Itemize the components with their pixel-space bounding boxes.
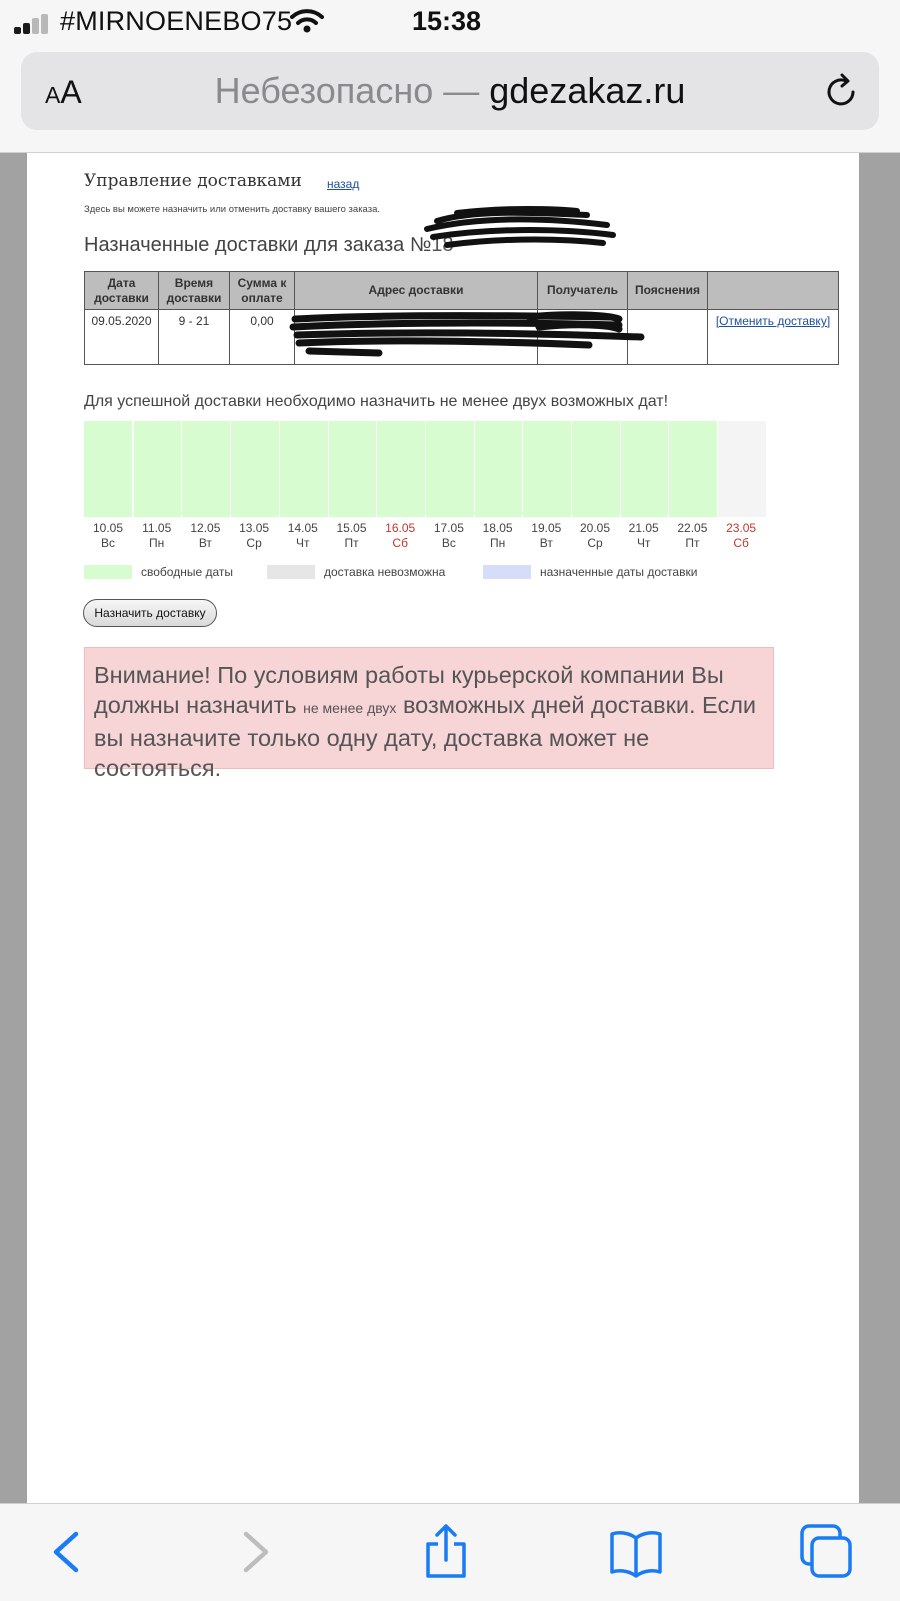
calendar-day-13.05[interactable]	[230, 421, 279, 517]
calendar-day-19.05[interactable]	[522, 421, 571, 517]
calendar-date: 19.05	[531, 521, 562, 535]
calendar-weekday: Пт	[685, 536, 700, 550]
calendar-weekday: Пн	[489, 536, 506, 550]
calendar-date: 13.05	[239, 521, 270, 535]
calendar-day-label	[571, 521, 619, 551]
calendar-day-label	[84, 521, 132, 551]
header-date: Дата доставки	[85, 272, 159, 310]
calendar-day-22.05[interactable]	[668, 421, 717, 517]
calendar-date: 22.05	[677, 521, 708, 535]
reload-icon[interactable]	[823, 72, 861, 112]
calendar-day-23.05	[717, 421, 766, 517]
redaction-scribble-address	[289, 311, 669, 359]
calendar-date: 15.05	[336, 521, 367, 535]
calendar-weekday: Вс	[100, 536, 115, 550]
legend-assigned-swatch	[483, 565, 531, 579]
legend-free-label: свободные даты	[141, 565, 233, 579]
table-header-row	[85, 272, 839, 310]
calendar-day-label	[474, 521, 522, 551]
calendar-weekday: Сб	[392, 536, 408, 550]
back-link[interactable]: назад	[327, 177, 360, 191]
cell-action	[708, 310, 839, 365]
calendar-day-18.05[interactable]	[474, 421, 523, 517]
order-heading: Назначенные доставки для заказа №18	[84, 234, 454, 256]
calendar-day-label	[279, 521, 327, 551]
url-domain: gdezakaz.ru	[489, 70, 686, 111]
assign-delivery-button[interactable]: Назначить доставку	[83, 599, 217, 627]
calendar-day-label	[522, 521, 570, 551]
page-subtitle: Здесь вы можете назначить или отменить доставку вашего заказа.	[84, 204, 381, 215]
calendar-weekday: Пт	[344, 536, 359, 550]
calendar-day-11.05[interactable]	[133, 421, 182, 517]
cell-date: 09.05.2020	[85, 310, 159, 365]
calendar-day-12.05[interactable]	[181, 421, 230, 517]
clock: 15:38	[412, 6, 482, 36]
calendar-day-21.05[interactable]	[620, 421, 669, 517]
calendar-weekday: Вт	[198, 536, 212, 550]
calendar-weekday: Вс	[441, 536, 456, 550]
warning-text-small: не менее двух	[303, 700, 397, 716]
calendar-day-label	[620, 521, 668, 551]
legend-impossible-label: доставка невозможна	[324, 565, 446, 579]
address-bar[interactable]	[21, 52, 879, 130]
wifi-icon	[290, 8, 324, 34]
legend-free-swatch	[84, 565, 132, 579]
calendar-date: 10.05	[92, 521, 124, 535]
calendar-weekday: Чт	[296, 536, 310, 550]
header-sum: Сумма к оплате	[230, 272, 295, 310]
warning-text-2: возможных дней доставки. Если вы назначите только одну дату, доставка может не состояться.	[94, 692, 757, 781]
calendar-date: 14.05	[287, 521, 318, 535]
share-icon[interactable]	[416, 1522, 476, 1582]
back-icon[interactable]	[36, 1522, 96, 1582]
signal-strength-icon	[14, 14, 54, 34]
calendar-date: 16.05	[385, 521, 416, 535]
cell-time: 9 - 21	[159, 310, 230, 365]
calendar-day-10.05[interactable]	[84, 421, 132, 517]
calendar-date: 11.05	[142, 521, 172, 535]
delivery-calendar	[84, 421, 768, 517]
cancel-delivery-link[interactable]: [Отменить доставку]	[715, 314, 831, 328]
calendar-weekday: Ср	[587, 536, 603, 550]
header-notes: Пояснения	[628, 272, 708, 310]
calendar-date: 23.05	[726, 521, 757, 535]
page-title: Управление доставками	[84, 171, 302, 191]
browser-address-area	[0, 48, 900, 153]
calendar-day-15.05[interactable]	[328, 421, 377, 517]
calendar-date: 18.05	[482, 521, 513, 535]
status-bar	[0, 0, 900, 48]
tabs-icon[interactable]	[796, 1522, 856, 1582]
calendar-day-label	[668, 521, 716, 551]
calendar-weekday: Ср	[246, 536, 262, 550]
url-display[interactable]	[21, 70, 879, 112]
legend-impossible-swatch	[267, 565, 315, 579]
browser-toolbar	[0, 1503, 900, 1601]
forward-icon[interactable]	[226, 1522, 286, 1582]
calendar-day-label	[376, 521, 424, 551]
text-size-button[interactable]: AA	[45, 74, 82, 110]
calendar-weekday: Сб	[733, 536, 749, 550]
redaction-scribble	[417, 205, 617, 253]
cell-sum: 0,00	[230, 310, 295, 365]
calendar-day-label	[133, 521, 181, 551]
calendar-date: 17.05	[433, 521, 464, 535]
calendar-day-label	[230, 521, 278, 551]
calendar-weekday: Чт	[636, 536, 651, 550]
legend-assigned-label: назначенные даты доставки	[540, 565, 698, 579]
warning-text-1: Внимание! По условиям работы курьерской компании Вы должны назначить	[94, 662, 724, 718]
web-page	[27, 153, 859, 1503]
calendar-day-label	[328, 521, 376, 551]
header-recipient: Получатель	[538, 272, 628, 310]
calendar-date: 20.05	[579, 521, 611, 535]
bookmarks-icon[interactable]	[606, 1522, 666, 1582]
order-number: 18	[431, 234, 454, 256]
calendar-day-label	[181, 521, 229, 551]
calendar-day-14.05[interactable]	[279, 421, 328, 517]
carrier-name: #MIRNOENEBO75	[60, 6, 293, 36]
calendar-day-20.05[interactable]	[571, 421, 620, 517]
calendar-date: 21.05	[628, 521, 659, 535]
calendar-weekday: Пн	[149, 536, 165, 550]
calendar-weekday: Вт	[539, 536, 553, 550]
calendar-notice: Для успешной доставки необходимо назначить не менее двух возможных дат!	[84, 393, 669, 410]
calendar-date: 12.05	[190, 521, 221, 535]
header-address: Адрес доставки	[295, 272, 538, 310]
insecure-label: Небезопасно —	[214, 70, 480, 111]
calendar-day-label	[717, 521, 765, 551]
warning-box	[84, 647, 774, 781]
calendar-day-17.05[interactable]	[425, 421, 474, 517]
calendar-day-label	[425, 521, 473, 551]
calendar-day-16.05[interactable]	[376, 421, 425, 517]
header-time: Время доставки	[159, 272, 230, 310]
header-actions	[708, 272, 839, 310]
